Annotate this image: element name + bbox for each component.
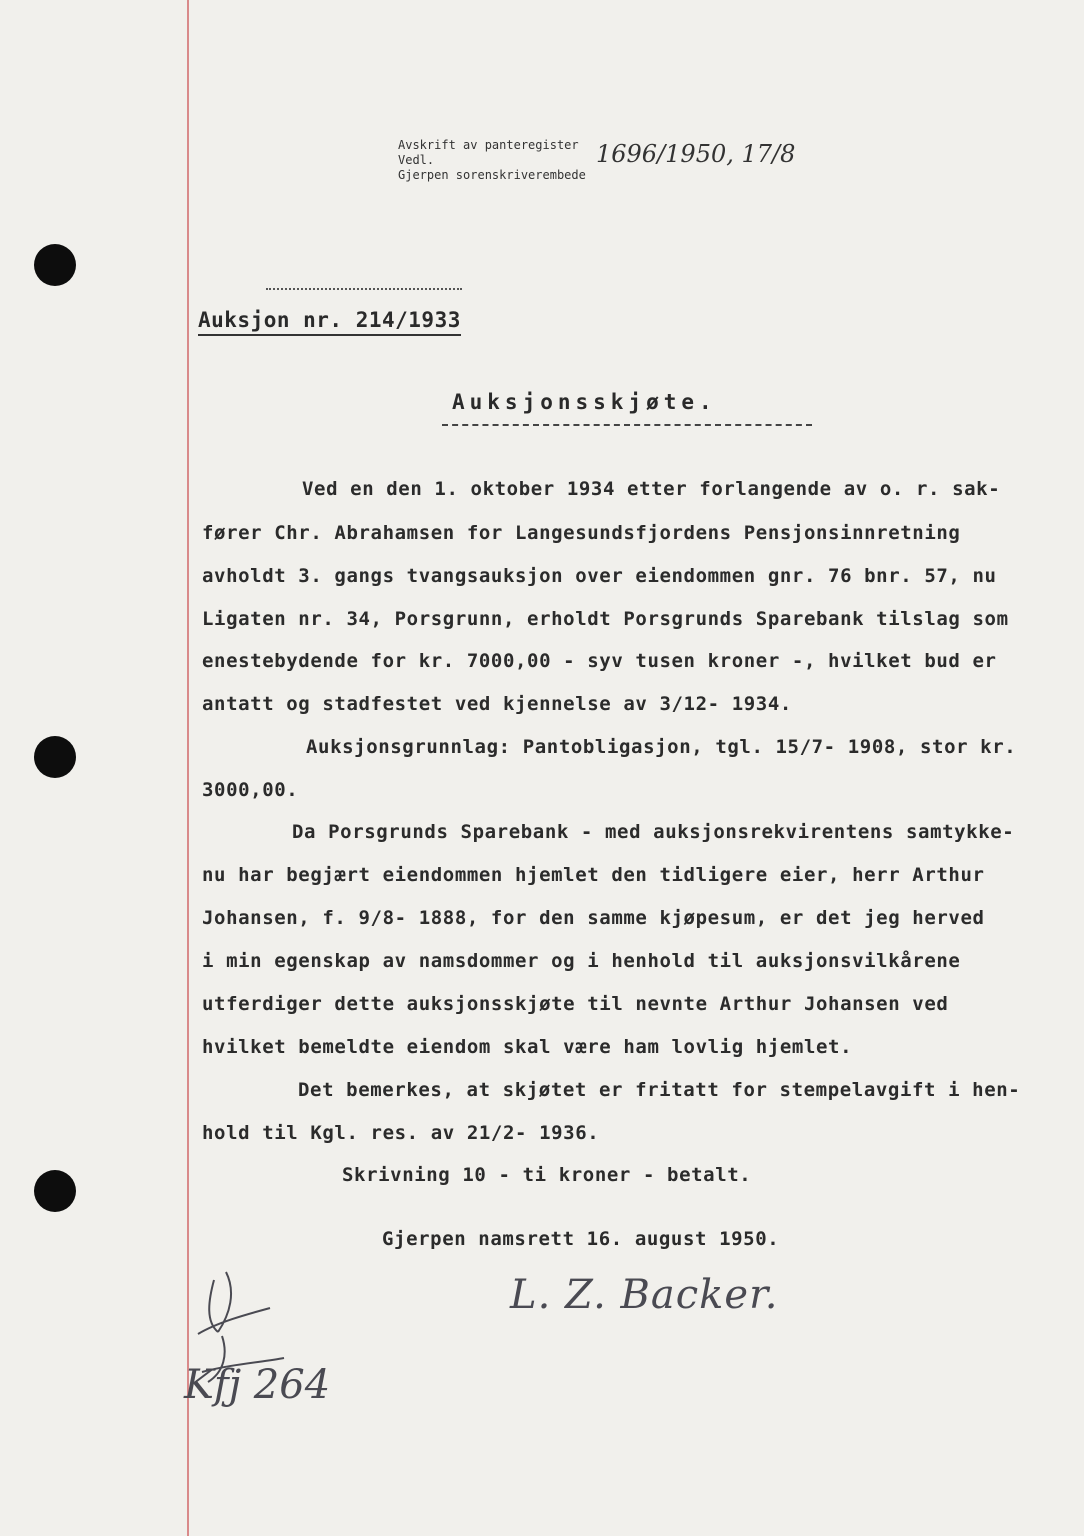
stamp-line-1: Avskrift av panteregister [398,138,579,152]
body-line: Johansen, f. 9/8- 1888, for den samme kjøpesum, er det jeg herved [202,907,985,929]
document-title: Auksjonsskjøte. [452,390,717,414]
dotted-rule [266,288,462,290]
auction-number: Auksjon nr. 214/1933 [198,308,461,336]
title-underline [442,424,812,426]
body-line: Da Porsgrunds Sparebank - med auksjonsrekvirentens samtykke- [292,821,1015,843]
punch-hole-top [34,244,76,286]
body-line: i min egenskap av namsdommer og i henhold til auksjonsvilkårene [202,950,961,972]
body-line: avholdt 3. gangs tvangsauksjon over eiendommen gnr. 76 bnr. 57, nu [202,565,997,587]
stamp-handwritten-reference: 1696/1950, 17/8 [596,140,796,168]
body-line: nu har begjært eiendommen hjemlet den tidligere eier, herr Arthur [202,864,985,886]
body-line: utferdiger dette auksjonsskjøte til nevnte Arthur Johansen ved [202,993,949,1015]
punch-hole-bottom [34,1170,76,1212]
stamp-line-3: Gjerpen sorenskriverembede [398,168,586,182]
body-line: 3000,00. [202,779,299,801]
margin-note: Kfj 264 [184,1362,331,1408]
body-line: Det bemerkes, at skjøtet er fritatt for stempelavgift i hen- [298,1079,1021,1101]
body-line: Ved en den 1. oktober 1934 etter forlangende av o. r. sak- [302,478,1001,500]
body-line: hold til Kgl. res. av 21/2- 1936. [202,1122,600,1144]
stamp-line-2: Vedl. [398,153,435,167]
judge-signature: L. Z. Backer. [510,1272,779,1318]
body-line: hvilket bemeldte eiendom skal være ham lovlig hjemlet. [202,1036,853,1058]
body-line: Auksjonsgrunnlag: Pantobligasjon, tgl. 15/7- 1908, stor kr. [306,736,1017,758]
body-line: Skrivning 10 - ti kroner - betalt. [342,1164,752,1186]
body-line: enestebydende for kr. 7000,00 - syv tusen kroner -, hvilket bud er [202,650,997,672]
punch-hole-middle [34,736,76,778]
body-line: antatt og stadfestet ved kjennelse av 3/12- 1934. [202,693,792,715]
body-line: fører Chr. Abrahamsen for Langesundsfjordens Pensjonsinnretning [202,522,961,544]
body-line: Ligaten nr. 34, Porsgrunn, erholdt Porsgrunds Sparebank tilslag som [202,608,1009,630]
body-line: Gjerpen namsrett 16. august 1950. [382,1228,780,1250]
